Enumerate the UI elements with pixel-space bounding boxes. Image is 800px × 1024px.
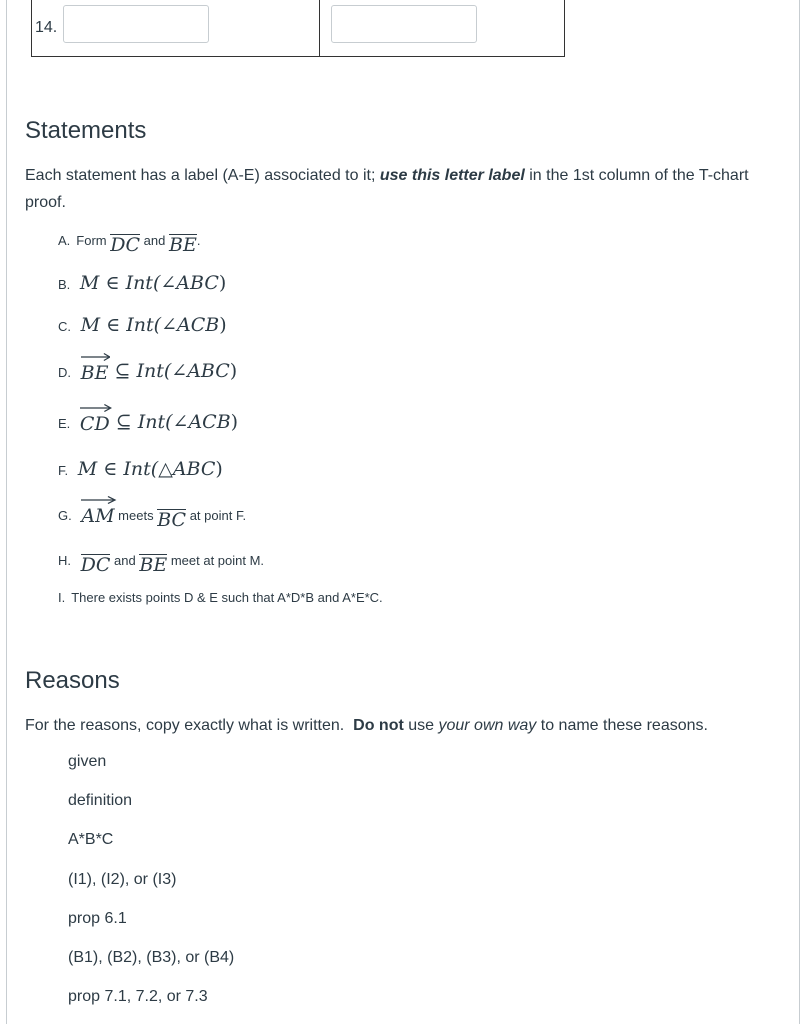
ray-arrow-icon — [81, 352, 111, 362]
row-number: 14. — [35, 19, 58, 36]
reasons-heading: Reasons — [25, 667, 120, 694]
reason-item: A*B*C — [68, 831, 114, 848]
reason-item: prop 6.1 — [68, 910, 127, 927]
ray-be: BE — [81, 364, 109, 382]
statement-c: C. M ∈ Int(∠ACB) — [58, 314, 227, 336]
reason-item: (B1), (B2), (B3), or (B4) — [68, 949, 235, 966]
ray-am: AM — [81, 507, 114, 525]
segment-be: BE — [139, 554, 168, 576]
statement-answer-input[interactable] — [63, 5, 209, 43]
reason-item: given — [68, 753, 107, 770]
statement-d: D. BE ⊆ Int(∠ABC) — [58, 360, 237, 382]
segment-dc: DC — [80, 554, 111, 576]
statement-e: E. CD ⊆ Int(∠ACB) — [58, 411, 238, 433]
statement-a: A. Form DC and BE. — [58, 233, 201, 256]
statement-g: G. AM meets BC at point F. — [58, 503, 246, 529]
statement-f: F. M ∈ Int(△ABC) — [58, 458, 223, 480]
segment-dc: DC — [110, 234, 141, 256]
reason-answer-input[interactable] — [331, 5, 477, 43]
ray-cd: CD — [80, 415, 110, 433]
segment-bc: BC — [157, 509, 187, 531]
statements-heading: Statements — [25, 117, 147, 144]
segment-be: BE — [169, 234, 197, 256]
ray-arrow-icon — [81, 495, 116, 505]
reason-item: definition — [68, 792, 133, 809]
tchart-row-14 — [31, 0, 565, 57]
statement-b: B. M ∈ Int(∠ABC) — [58, 272, 227, 294]
ray-arrow-icon — [80, 403, 112, 413]
statements-intro: Each statement has a label (A-E) associated to it; use this letter label in the 1st column of the T-chart proof. — [25, 167, 749, 211]
tchart-statement-cell — [32, 0, 320, 56]
reasons-intro: For the reasons, copy exactly what is written. Do not use your own way to name these reasons. — [25, 717, 708, 734]
reason-item: prop 7.1, 7.2, or 7.3 — [68, 988, 208, 1005]
reason-item: (I1), (I2), or (I3) — [68, 871, 177, 888]
tchart-reason-cell — [320, 0, 564, 56]
left-frame-border — [6, 0, 7, 1024]
statement-h: H. DC and BE meet at point M. — [58, 553, 265, 576]
statement-i: I. There exists points D & E such that A*D*B and A*E*C. — [58, 590, 383, 605]
